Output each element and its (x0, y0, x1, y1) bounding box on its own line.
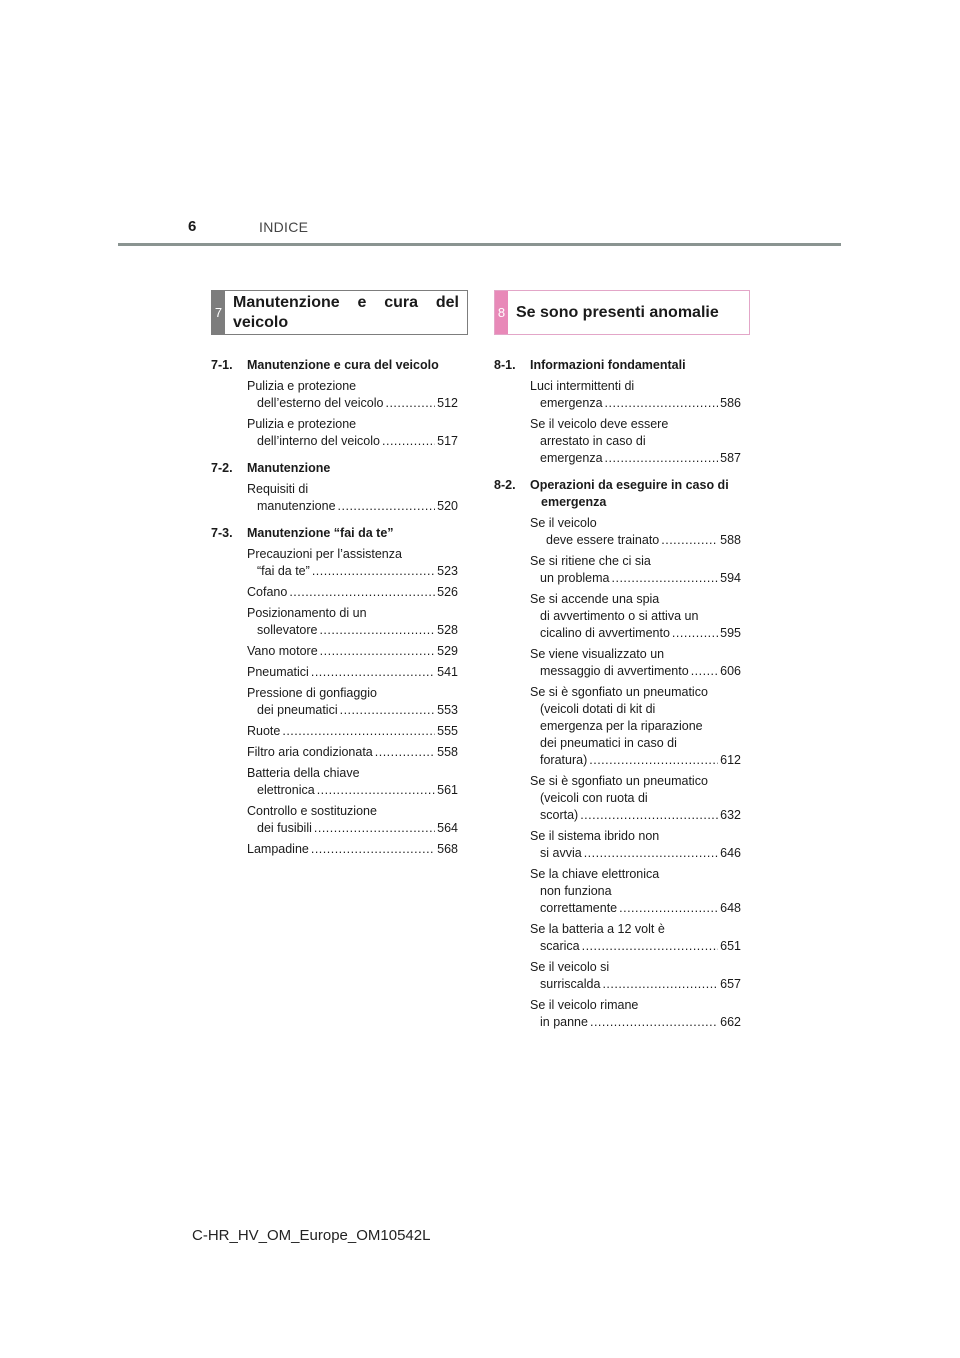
subsection-title: Informazioni fondamentali (530, 358, 686, 372)
toc-entry[interactable] (247, 664, 458, 681)
dot-leader (382, 433, 435, 450)
page-reference[interactable]: 595 (720, 626, 741, 640)
toc-entry[interactable] (530, 553, 741, 587)
page-number: 6 (188, 218, 197, 235)
toc-entry[interactable] (247, 643, 458, 660)
toc-entry-text: Se il veicolo si (530, 960, 610, 974)
page-reference[interactable]: 606 (720, 664, 741, 678)
toc-entry-text: un problema (540, 571, 610, 585)
page-reference[interactable]: 588 (720, 533, 741, 547)
subsection-title: Manutenzione (247, 461, 331, 475)
dot-leader (338, 498, 436, 515)
toc-entry[interactable] (530, 515, 741, 549)
toc-entry[interactable] (530, 828, 741, 862)
subsection-heading[interactable] (211, 460, 458, 477)
section-7-title: Manutenzione e cura del veicolo (233, 293, 459, 331)
dot-leader (289, 584, 435, 601)
toc-entry[interactable] (247, 765, 458, 799)
toc-entry-text: Se il veicolo rimane (530, 998, 639, 1012)
toc-entry-text: dell’interno del veicolo (257, 434, 380, 448)
toc-entry-text: (veicoli con ruota di (540, 791, 648, 805)
toc-entry-text: elettronica (257, 783, 315, 797)
dot-leader (589, 752, 718, 769)
page-reference[interactable]: 555 (437, 724, 458, 738)
toc-entry-text: deve essere trainato (546, 533, 660, 547)
subsection-title: Operazioni da eseguire in caso di emergenza (530, 478, 729, 509)
toc-entry-text: dei fusibili (257, 821, 312, 835)
toc-entry-text: Requisiti di (247, 482, 309, 496)
toc-entry-text: Filtro aria condizionata (247, 745, 373, 759)
dot-leader (691, 663, 718, 680)
toc-entry[interactable] (247, 744, 458, 761)
page-reference[interactable]: 564 (437, 821, 458, 835)
toc-entry-text: (veicoli dotati di kit di (540, 702, 656, 716)
page-reference[interactable]: 586 (720, 396, 741, 410)
toc-entry-text: Vano motore (247, 644, 318, 658)
dot-leader (602, 976, 718, 993)
toc-entry[interactable] (247, 605, 458, 639)
subsection-number: 7-1. (211, 358, 233, 372)
toc-entry-text: dei pneumatici in caso di (540, 736, 677, 750)
subsection-heading[interactable] (211, 357, 458, 374)
page-reference[interactable]: 632 (720, 808, 741, 822)
toc-entry-text: scarica (540, 939, 580, 953)
toc-entry-text: in panne (540, 1015, 588, 1029)
toc-entry-text: di avvertimento o si attiva un (540, 609, 699, 623)
toc-entry[interactable] (247, 481, 458, 515)
subsection-spacer (494, 1031, 741, 1037)
dot-leader (582, 938, 719, 955)
dot-leader (619, 900, 718, 917)
toc-entry-text: Pulizia e protezione (247, 379, 357, 393)
page-reference[interactable]: 558 (437, 745, 458, 759)
dot-leader (320, 643, 435, 660)
toc-entry-text: Se si è sgonfiato un pneumatico (530, 774, 708, 788)
dot-leader (590, 1014, 718, 1031)
toc-entry-text: Se la batteria a 12 volt è (530, 922, 665, 936)
page-reference[interactable]: 646 (720, 846, 741, 860)
page-reference[interactable]: 648 (720, 901, 741, 915)
dot-leader (580, 807, 718, 824)
toc-entry-text: messaggio di avvertimento (540, 664, 689, 678)
toc-entry-text: si avvia (540, 846, 582, 860)
toc-entry[interactable] (530, 921, 741, 955)
page-reference[interactable]: 594 (720, 571, 741, 585)
subsection-title: Manutenzione “fai da te” (247, 526, 394, 540)
toc-entry-text: emergenza (540, 451, 603, 465)
toc-entry[interactable] (247, 584, 458, 601)
toc-entry[interactable] (247, 723, 458, 740)
toc-entry[interactable] (247, 546, 458, 580)
header-rule (118, 243, 841, 246)
page-reference[interactable]: 662 (720, 1015, 741, 1029)
dot-leader (314, 820, 435, 837)
page-reference[interactable]: 541 (437, 665, 458, 679)
toc-entry-text: cicalino di avvertimento (540, 626, 670, 640)
section-8-tab: 8 (495, 291, 508, 334)
dot-leader (605, 395, 719, 412)
toc-entry[interactable] (247, 416, 458, 450)
toc-entry[interactable] (530, 866, 741, 917)
subsection-title: Manutenzione e cura del veicolo (247, 358, 439, 372)
toc-entry-text: Pneumatici (247, 665, 309, 679)
dot-leader (311, 841, 435, 858)
subsection-number: 7-3. (211, 526, 233, 540)
dot-leader (312, 563, 435, 580)
subsection-number: 8-2. (494, 478, 516, 492)
document-code: C-HR_HV_OM_Europe_OM10542L (192, 1227, 431, 1244)
toc-entry-text: scorta) (540, 808, 579, 822)
toc-entry-text: non funziona (540, 884, 612, 898)
toc-column-section-8 (494, 353, 741, 1037)
toc-entry-text: Posizionamento di un (247, 606, 367, 620)
toc-entry-text: foratura) (540, 753, 588, 767)
page-reference[interactable]: 612 (720, 753, 741, 767)
toc-entry[interactable] (530, 684, 741, 769)
subsection-spacer (494, 467, 741, 473)
dot-leader (340, 702, 436, 719)
page-reference[interactable]: 529 (437, 644, 458, 658)
page-reference[interactable]: 528 (437, 623, 458, 637)
toc-entry[interactable] (530, 646, 741, 680)
toc-entry[interactable] (247, 803, 458, 837)
toc-entry-text: Controllo e sostituzione (247, 804, 377, 818)
toc-entry-text: Lampadine (247, 842, 309, 856)
subsection-number: 8-1. (494, 358, 516, 372)
dot-leader (319, 622, 435, 639)
dot-leader (375, 744, 435, 761)
section-8-title: Se sono presenti anomalie (516, 303, 719, 321)
toc-entry[interactable] (530, 378, 741, 412)
subsection-spacer (211, 858, 458, 864)
dot-leader (311, 664, 435, 681)
toc-entry-text: Se la chiave elettronica (530, 867, 660, 881)
toc-entry[interactable] (530, 997, 741, 1031)
section-7-tab: 7 (212, 291, 225, 334)
subsection-heading[interactable] (211, 525, 458, 542)
dot-leader (612, 570, 719, 587)
page-reference[interactable]: 526 (437, 585, 458, 599)
toc-entry-text: emergenza (540, 396, 603, 410)
section-8-heading[interactable] (494, 290, 750, 335)
toc-entry[interactable] (530, 959, 741, 993)
toc-column-section-7 (211, 353, 458, 864)
page-reference[interactable]: 523 (437, 564, 458, 578)
toc-entry-text: Ruote (247, 724, 281, 738)
subsection-spacer (211, 450, 458, 456)
dot-leader (672, 625, 718, 642)
page-reference[interactable]: 657 (720, 977, 741, 991)
toc-entry-text: dei pneumatici (257, 703, 338, 717)
toc-entry-text: Se il veicolo deve essere (530, 417, 669, 431)
toc-entry-text: arrestato in caso di (540, 434, 646, 448)
toc-entry-text: surriscalda (540, 977, 601, 991)
toc-entry-text: correttamente (540, 901, 618, 915)
toc-entry[interactable] (530, 773, 741, 824)
toc-entry-text: Precauzioni per l’assistenza (247, 547, 402, 561)
toc-entry[interactable] (530, 591, 741, 642)
page-reference[interactable]: 651 (720, 939, 741, 953)
dot-leader (661, 532, 718, 549)
toc-entry-text: Pressione di gonfiaggio (247, 686, 377, 700)
dot-leader (282, 723, 435, 740)
toc-entry[interactable] (247, 841, 458, 858)
toc-entry-text: Cofano (247, 585, 288, 599)
page-reference[interactable]: 568 (437, 842, 458, 856)
dot-leader (605, 450, 719, 467)
toc-entry-text: Se viene visualizzato un (530, 647, 665, 661)
subsection-heading[interactable] (494, 477, 741, 511)
subsection-heading[interactable] (494, 357, 741, 374)
page-reference[interactable]: 561 (437, 783, 458, 797)
toc-entry-text: Se il sistema ibrido non (530, 829, 660, 843)
toc-entry-text: dell’esterno del veicolo (257, 396, 384, 410)
toc-entry-text: Se si accende una spia (530, 592, 660, 606)
page-reference[interactable]: 520 (437, 499, 458, 513)
toc-entry-text: sollevatore (257, 623, 318, 637)
toc-entry-text: Se si è sgonfiato un pneumatico (530, 685, 708, 699)
subsection-number: 7-2. (211, 461, 233, 475)
toc-entry-text: emergenza per la riparazione (540, 719, 703, 733)
page-reference[interactable]: 587 (720, 451, 741, 465)
toc-entry[interactable] (530, 416, 741, 467)
dot-leader (385, 395, 435, 412)
dot-leader (317, 782, 435, 799)
dot-leader (584, 845, 718, 862)
page-reference[interactable]: 553 (437, 703, 458, 717)
toc-entry-text: Se si ritiene che ci sia (530, 554, 651, 568)
page-reference[interactable]: 512 (437, 396, 458, 410)
toc-entry-text: Se il veicolo (530, 516, 597, 530)
running-header-title: INDICE (259, 219, 309, 235)
section-7-heading[interactable] (211, 290, 468, 335)
toc-entry[interactable] (247, 685, 458, 719)
toc-entry-text: Batteria della chiave (247, 766, 360, 780)
toc-entry-text: Pulizia e protezione (247, 417, 357, 431)
toc-entry-text: Luci intermittenti di (530, 379, 635, 393)
toc-entry-text: “fai da te” (257, 564, 310, 578)
toc-entry-text: manutenzione (257, 499, 336, 513)
toc-entry[interactable] (247, 378, 458, 412)
subsection-spacer (211, 515, 458, 521)
page-reference[interactable]: 517 (437, 434, 458, 448)
